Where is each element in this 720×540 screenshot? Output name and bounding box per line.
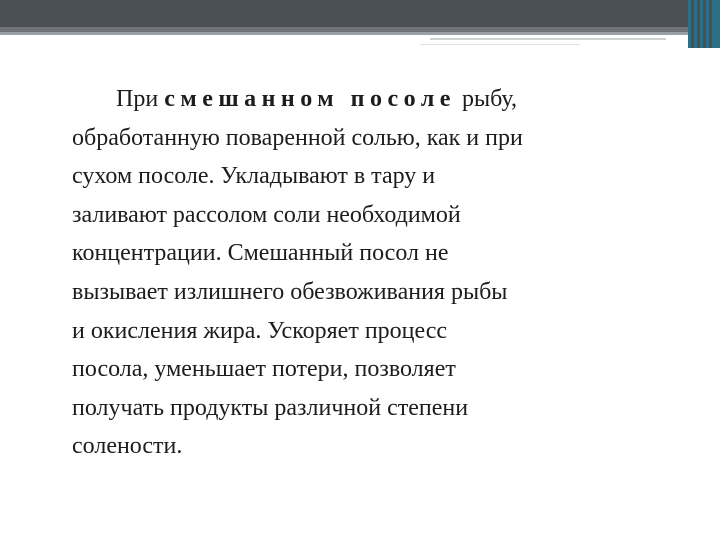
- text-line-6: вызывает излишнего обезвоживания рыбы: [72, 278, 508, 305]
- decorative-line-thin: [420, 44, 580, 45]
- text-line-4: заливают рассолом соли необходимой: [72, 201, 461, 228]
- text-line-5: концентрации. Смешанный посол не: [72, 240, 449, 267]
- text-line-3: сухом посоле. Укладывают в тару и: [72, 163, 436, 190]
- decorative-line: [430, 38, 666, 40]
- term-emphasis: смешанном посоле: [164, 86, 456, 112]
- top-decorative-stripe-light: [0, 32, 720, 35]
- text-line-1: рыбу,: [461, 86, 517, 112]
- text-line-10: солености.: [72, 433, 183, 460]
- text-line-8: посола, уменьшает потери, позволяет: [72, 356, 456, 383]
- text-line-2: обработанную поваренной солью, как и при: [72, 124, 523, 151]
- lead-word: При: [116, 86, 159, 112]
- top-decorative-bar: [0, 0, 720, 27]
- slide-body-text: [72, 80, 682, 466]
- text-line-7: и окисления жира. Ускоряет процесс: [72, 317, 448, 344]
- text-line-9: получать продукты различной степени: [72, 394, 469, 421]
- corner-accent-decoration: [688, 0, 720, 48]
